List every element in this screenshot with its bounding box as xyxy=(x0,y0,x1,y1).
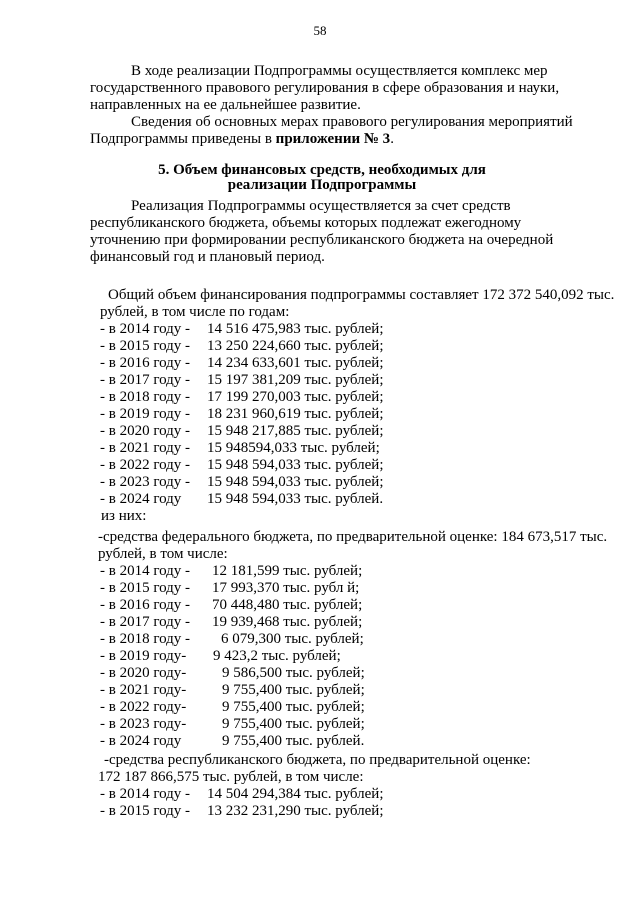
section-heading-line: 5. Объем финансовых средств, необходимых для xyxy=(158,162,486,178)
year-amount: 14 504 294,384 тыс. рублей; xyxy=(207,786,384,802)
year-amount: 17 993,370 тыс. рубл й; xyxy=(212,580,360,596)
year-amount: 13 232 231,290 тыс. рублей; xyxy=(207,803,384,819)
section-heading xyxy=(90,163,554,193)
year-amount: 15 948 594,033 тыс. рублей; xyxy=(207,474,384,490)
year-label: - в 2015 году - xyxy=(100,803,191,819)
year-label: - в 2015 году - xyxy=(100,338,191,354)
section-line: финансовый год и плановый период. xyxy=(90,249,325,265)
year-label: - в 2024 году xyxy=(100,733,182,749)
year-label: - в 2018 году - xyxy=(100,631,191,647)
year-amount: 15 948 594,033 тыс. рублей; xyxy=(207,457,384,473)
year-label: - в 2014 году - xyxy=(100,563,191,579)
year-amount: 9 586,500 тыс. рублей; xyxy=(222,665,365,681)
year-amount: 9 755,400 тыс. рублей. xyxy=(222,733,365,749)
intro-line-appendix xyxy=(90,131,394,148)
year-amount: 17 199 270,003 тыс. рублей; xyxy=(207,389,384,405)
federal-line: рублей, в том числе: xyxy=(98,546,228,562)
year-label: - в 2019 году - xyxy=(100,406,191,422)
year-label: - в 2020 году - xyxy=(100,423,191,439)
total-line: Общий объем финансирования подпрограммы составляет 172 372 540,092 тыс. xyxy=(108,287,615,303)
page-number: 58 xyxy=(313,23,327,38)
year-amount: 19 939,468 тыс. рублей; xyxy=(212,614,363,630)
year-amount: 18 231 960,619 тыс. рублей; xyxy=(207,406,384,422)
year-label: - в 2023 году - xyxy=(100,474,191,490)
year-label: - в 2017 году - xyxy=(100,614,191,630)
year-amount: 70 448,480 тыс. рублей; xyxy=(212,597,363,613)
year-amount: 9 423,2 тыс. рублей; xyxy=(213,648,341,664)
year-amount: 15 948594,033 тыс. рублей; xyxy=(207,440,380,456)
intro-line: Сведения об основных мерах правового регулирования мероприятий xyxy=(131,114,573,130)
year-label: - в 2015 году - xyxy=(100,580,191,596)
section-heading-line: реализации Подпрограммы xyxy=(227,177,417,193)
year-amount: 9 755,400 тыс. рублей; xyxy=(222,682,365,698)
section-line: уточнению при формировании республиканского бюджета на очередной xyxy=(90,232,554,248)
year-label: - в 2016 году - xyxy=(100,355,191,371)
year-amount: 13 250 224,660 тыс. рублей; xyxy=(207,338,384,354)
year-amount: 15 197 381,209 тыс. рублей; xyxy=(207,372,384,388)
section-line: республиканского бюджета, объемы которых подлежат ежегодному xyxy=(90,215,522,231)
intro-text: Подпрограммы приведены в xyxy=(90,131,276,147)
year-amount: 14 516 475,983 тыс. рублей; xyxy=(207,321,384,337)
year-label: - в 2014 году - xyxy=(100,786,191,802)
year-amount: 9 755,400 тыс. рублей; xyxy=(222,716,365,732)
of-which-label: из них: xyxy=(101,508,147,524)
year-amount: 15 948 594,033 тыс. рублей. xyxy=(207,491,384,507)
federal-line: -средства федерального бюджета, по предварительной оценке: 184 673,517 тыс. xyxy=(98,529,608,545)
year-amount: 14 234 633,601 тыс. рублей; xyxy=(207,355,384,371)
year-label: - в 2016 году - xyxy=(100,597,191,613)
total-line: рублей, в том числе по годам: xyxy=(100,304,290,320)
year-label: - в 2020 году- xyxy=(100,665,187,681)
year-amount: 6 079,300 тыс. рублей; xyxy=(221,631,364,647)
year-label: - в 2019 году- xyxy=(100,648,187,664)
year-label: - в 2021 году- xyxy=(100,682,187,698)
year-label: - в 2022 году - xyxy=(100,457,191,473)
section-line: Реализация Подпрограммы осуществляется за счет средств xyxy=(131,198,511,214)
republican-line: 172 187 866,575 тыс. рублей, в том числе: xyxy=(98,769,364,785)
intro-text-end: . xyxy=(390,131,394,147)
intro-line: направленных на ее дальнейшее развитие. xyxy=(90,97,361,113)
year-label: - в 2014 году - xyxy=(100,321,191,337)
year-label: - в 2022 году- xyxy=(100,699,187,715)
intro-line: В ходе реализации Подпрограммы осуществляется комплекс мер xyxy=(131,63,548,79)
year-label: - в 2017 году - xyxy=(100,372,191,388)
year-label: - в 2023 году- xyxy=(100,716,187,732)
year-amount: 9 755,400 тыс. рублей; xyxy=(222,699,365,715)
intro-line: государственного правового регулирования в сфере образования и науки, xyxy=(90,80,560,96)
year-label: - в 2021 году - xyxy=(100,440,191,456)
republican-line: -средства республиканского бюджета, по предварительной оценке: xyxy=(104,752,531,768)
year-amount: 12 181,599 тыс. рублей; xyxy=(212,563,363,579)
appendix-reference: приложении № 3 xyxy=(275,131,391,147)
year-label: - в 2018 году - xyxy=(100,389,191,405)
year-label: - в 2024 году xyxy=(100,491,182,507)
year-amount: 15 948 217,885 тыс. рублей; xyxy=(207,423,384,439)
